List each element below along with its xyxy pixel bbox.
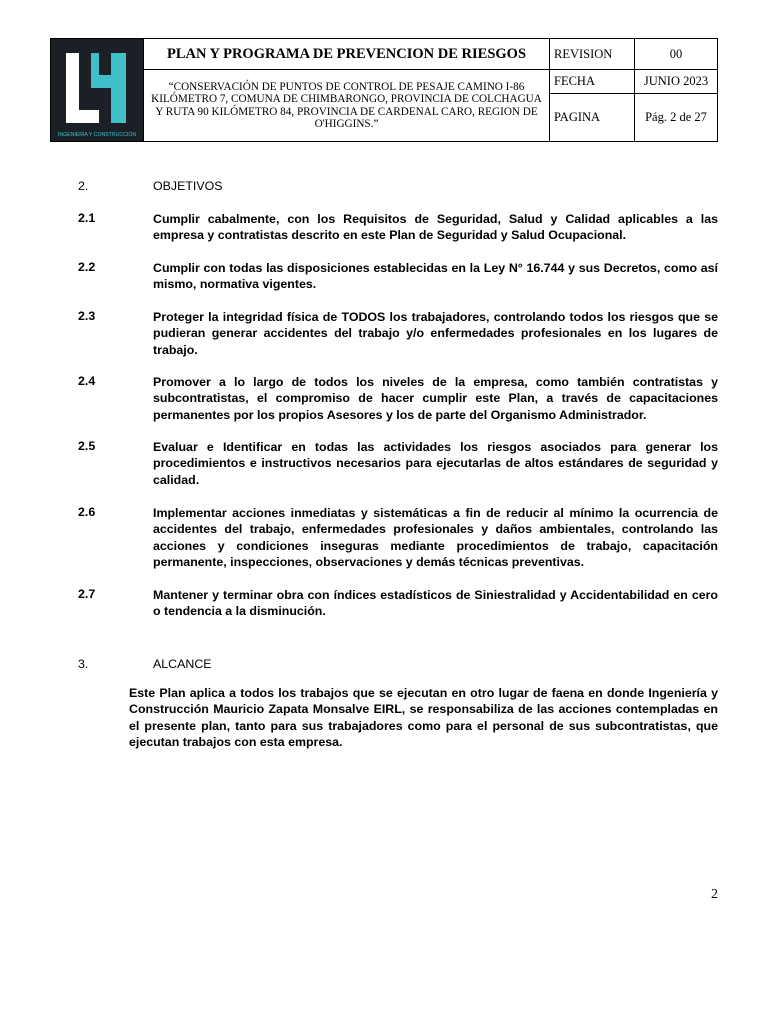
section-title: OBJETIVOS — [153, 179, 223, 193]
revision-value: 00 — [635, 39, 718, 70]
revision-label: REVISION — [550, 39, 635, 70]
item-text: Evaluar e Identificar en todas las actividades los riesgos asociados para generar los procedimientos e instructivos necesarios para ejecutarlas de altos estándares de seguridad y calidad. — [153, 440, 718, 487]
item-text: Cumplir con todas las disposiciones establecidas en la Ley N° 16.744 y sus Decretos, como así mismo, normativa vigentes. — [153, 261, 718, 292]
project-description: “CONSERVACIÓN DE PUNTOS DE CONTROL DE PESAJE CAMINO I-86 KILÓMETRO 7, COMUNA DE CHIMBARONGO, PROVINCIA DE COLCHAGUA Y RUTA 90 KILÓMETRO 84, PROVINCIA DE CARDENAL CARO, REGION DE O'HIGGINS.” — [144, 70, 550, 142]
svg-text:INGENIERÍA Y CONSTRUCCIÓN: INGENIERÍA Y CONSTRUCCIÓN — [57, 132, 137, 138]
item-text: Promover a lo largo de todos los niveles de la empresa, como también contratistas y subcontratistas, el compromiso de hacer cumplir este Plan, a través de capacitaciones permanentes por los propios Asesores y los de parte del Organismo Administrador. — [153, 375, 718, 422]
document-title: PLAN Y PROGRAMA DE PREVENCION DE RIESGOS — [144, 39, 550, 70]
page-number: 2 — [711, 887, 718, 902]
section-number: 2. — [78, 179, 89, 193]
item-number: 2.1 — [78, 211, 96, 225]
section-text: Este Plan aplica a todos los trabajos que se ejecutan en otro lugar de faena en donde Ingeniería y Construcción Mauricio Zapata Monsalve EIRL, se responsabiliza de las acciones contempladas en el presente plan, tanto para sus trabajadores como para el personal de sus subcontratistas, que ejecutan trabajos con esta empresa. — [129, 686, 718, 750]
item-text: Implementar acciones inmediatas y sistemáticas a fin de reducir al mínimo la ocurrencia de accidentes del trabajo, enfermedades profesionales y daños ambientales, controlando las acciones y condiciones inseguras mediante procedimientos de trabajo, capacitación permanente, inspecciones, observaciones y demás técnicas preventivas. — [153, 506, 718, 570]
item-number: 2.6 — [78, 505, 96, 519]
item-number: 2.2 — [78, 260, 96, 274]
item-number: 2.5 — [78, 439, 96, 453]
fecha-label: FECHA — [550, 70, 635, 94]
company-logo — [51, 39, 144, 142]
section-title: ALCANCE — [153, 657, 212, 671]
item-text: Cumplir cabalmente, con los Requisitos de Seguridad, Salud y Calidad aplicables a las empresa y contratistas descrito en este Plan de Seguridad y Salud Ocupacional. — [153, 212, 718, 243]
item-number: 2.3 — [78, 309, 96, 323]
pagina-label: PAGINA — [550, 94, 635, 142]
document-header — [50, 38, 718, 142]
fecha-value: JUNIO 2023 — [635, 70, 718, 94]
item-number: 2.4 — [78, 374, 96, 388]
section-number: 3. — [78, 657, 89, 671]
logo-icon — [51, 39, 143, 141]
pagina-value: Pág. 2 de 27 — [635, 94, 718, 142]
item-text: Mantener y terminar obra con índices estadísticos de Siniestralidad y Accidentabilidad en cero o tendencia a la disminución. — [153, 588, 718, 619]
item-number: 2.7 — [78, 587, 96, 601]
item-text: Proteger la integridad física de TODOS los trabajadores, controlando todos los riesgos que se pudieran generar accidentes del trabajo y/o enfermedades profesionales en los lugares de trabajo. — [153, 310, 718, 357]
